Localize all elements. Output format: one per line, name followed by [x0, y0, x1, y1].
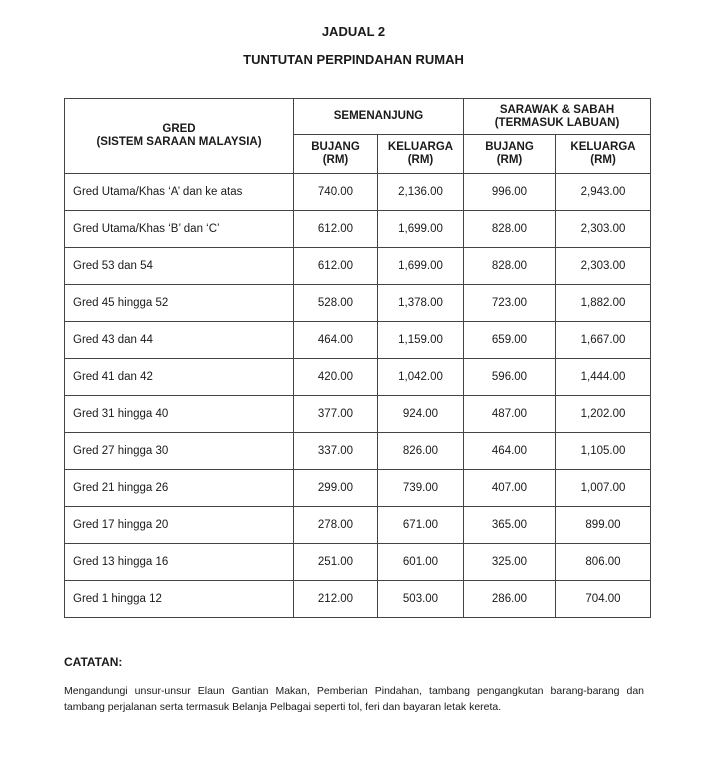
sar-bujang-cell: 996.00: [464, 174, 556, 211]
grade-cell: Gred 41 dan 42: [65, 359, 294, 396]
table-row: [65, 322, 651, 359]
sar-keluarga-header: [556, 135, 651, 174]
notes-title: CATATAN:: [64, 655, 123, 669]
sar-bujang-cell: 325.00: [464, 544, 556, 581]
sem-bujang-cell: 337.00: [294, 433, 378, 470]
table-row: [65, 581, 651, 618]
region2-label: SARAWAK & SABAH: [499, 103, 615, 116]
sar-keluarga-cell: 1,444.00: [556, 359, 651, 396]
table-row: [65, 174, 651, 211]
sem-bujang-cell: 612.00: [294, 211, 378, 248]
sem-keluarga-cell: 1,699.00: [378, 211, 464, 248]
grade-cell: Gred 53 dan 54: [65, 248, 294, 285]
grade-cell: Gred 21 hingga 26: [65, 470, 294, 507]
sem-bujang-cell: 278.00: [294, 507, 378, 544]
sar-keluarga-cell: 1,007.00: [556, 470, 651, 507]
sem-keluarga-cell: 1,159.00: [378, 322, 464, 359]
notes-body: Mengandungi unsur-unsur Elaun Gantian Makan, Pemberian Pindahan, tambang pengangkutan barang-barang dan tambang perjalanan serta termasuk Belanja Pelbagai seperti tol, feri dan bayaran letak kereta.: [64, 685, 644, 713]
region2-sublabel: (TERMASUK LABUAN): [494, 116, 620, 129]
grade-cell: Gred 17 hingga 20: [65, 507, 294, 544]
sem-bujang-cell: 528.00: [294, 285, 378, 322]
sem-bujang-cell: 612.00: [294, 248, 378, 285]
sar-bujang-cell: 828.00: [464, 248, 556, 285]
sar-bujang-cell: 659.00: [464, 322, 556, 359]
sar-keluarga-cell: 2,943.00: [556, 174, 651, 211]
sub-header-label: KELUARGA: [387, 141, 454, 153]
sem-keluarga-cell: 1,699.00: [378, 248, 464, 285]
sar-bujang-cell: 596.00: [464, 359, 556, 396]
sar-keluarga-cell: 899.00: [556, 507, 651, 544]
claims-table: [64, 98, 651, 618]
sub-header-unit: (RM): [322, 154, 349, 166]
sar-bujang-cell: 723.00: [464, 285, 556, 322]
sub-header-label: BUJANG: [311, 141, 360, 153]
sem-keluarga-cell: 2,136.00: [378, 174, 464, 211]
region-header-semenanjung: SEMENANJUNG: [294, 99, 464, 135]
sem-bujang-cell: 212.00: [294, 581, 378, 618]
sar-keluarga-cell: 704.00: [556, 581, 651, 618]
grade-cell: Gred 1 hingga 12: [65, 581, 294, 618]
sem-bujang-cell: 299.00: [294, 470, 378, 507]
sar-bujang-header: [464, 135, 556, 174]
sub-header-unit: (RM): [496, 154, 523, 166]
sar-keluarga-cell: 2,303.00: [556, 211, 651, 248]
sub-header-unit: (RM): [407, 154, 434, 166]
region-header-sarawak-sabah: [464, 99, 651, 135]
sem-keluarga-cell: 601.00: [378, 544, 464, 581]
table-row: [65, 433, 651, 470]
sar-bujang-cell: 407.00: [464, 470, 556, 507]
sem-keluarga-cell: 1,042.00: [378, 359, 464, 396]
sar-keluarga-cell: 806.00: [556, 544, 651, 581]
sar-keluarga-cell: 1,105.00: [556, 433, 651, 470]
sem-bujang-cell: 420.00: [294, 359, 378, 396]
table-row: [65, 248, 651, 285]
sem-keluarga-cell: 739.00: [378, 470, 464, 507]
sar-keluarga-cell: 1,882.00: [556, 285, 651, 322]
grade-cell: Gred Utama/Khas ‘B’ dan ‘C’: [65, 211, 294, 248]
grade-header-label: GRED: [162, 123, 196, 135]
sem-bujang-cell: 251.00: [294, 544, 378, 581]
sar-bujang-cell: 828.00: [464, 211, 556, 248]
table-row: [65, 211, 651, 248]
sem-bujang-header: [294, 135, 378, 174]
sem-keluarga-cell: 924.00: [378, 396, 464, 433]
sem-keluarga-cell: 503.00: [378, 581, 464, 618]
sem-bujang-cell: 464.00: [294, 322, 378, 359]
grade-column-header: [65, 99, 294, 174]
sar-bujang-cell: 464.00: [464, 433, 556, 470]
grade-cell: Gred 45 hingga 52: [65, 285, 294, 322]
table-row: [65, 544, 651, 581]
grade-cell: Gred 13 hingga 16: [65, 544, 294, 581]
sub-header-label: KELUARGA: [570, 141, 636, 153]
sar-keluarga-cell: 1,667.00: [556, 322, 651, 359]
grade-header-sublabel: (SISTEM SARAAN MALAYSIA): [96, 136, 262, 148]
grade-cell: Gred 43 dan 44: [65, 322, 294, 359]
sem-bujang-cell: 740.00: [294, 174, 378, 211]
grade-cell: Gred 31 hingga 40: [65, 396, 294, 433]
document-subtitle: TUNTUTAN PERPINDAHAN RUMAH: [243, 52, 464, 67]
sem-keluarga-header: [378, 135, 464, 174]
sem-keluarga-cell: 826.00: [378, 433, 464, 470]
sem-keluarga-cell: 671.00: [378, 507, 464, 544]
table-row: [65, 359, 651, 396]
sub-header-unit: (RM): [590, 154, 616, 166]
table-row: [65, 507, 651, 544]
table-row: [65, 470, 651, 507]
table-row: [65, 396, 651, 433]
grade-cell: Gred 27 hingga 30: [65, 433, 294, 470]
sem-bujang-cell: 377.00: [294, 396, 378, 433]
table-row: [65, 285, 651, 322]
sar-keluarga-cell: 1,202.00: [556, 396, 651, 433]
grade-cell: Gred Utama/Khas ‘A’ dan ke atas: [65, 174, 294, 211]
sub-header-label: BUJANG: [485, 141, 534, 153]
sar-keluarga-cell: 2,303.00: [556, 248, 651, 285]
sem-keluarga-cell: 1,378.00: [378, 285, 464, 322]
document-title: JADUAL 2: [321, 24, 386, 39]
sar-bujang-cell: 365.00: [464, 507, 556, 544]
sar-bujang-cell: 487.00: [464, 396, 556, 433]
sar-bujang-cell: 286.00: [464, 581, 556, 618]
